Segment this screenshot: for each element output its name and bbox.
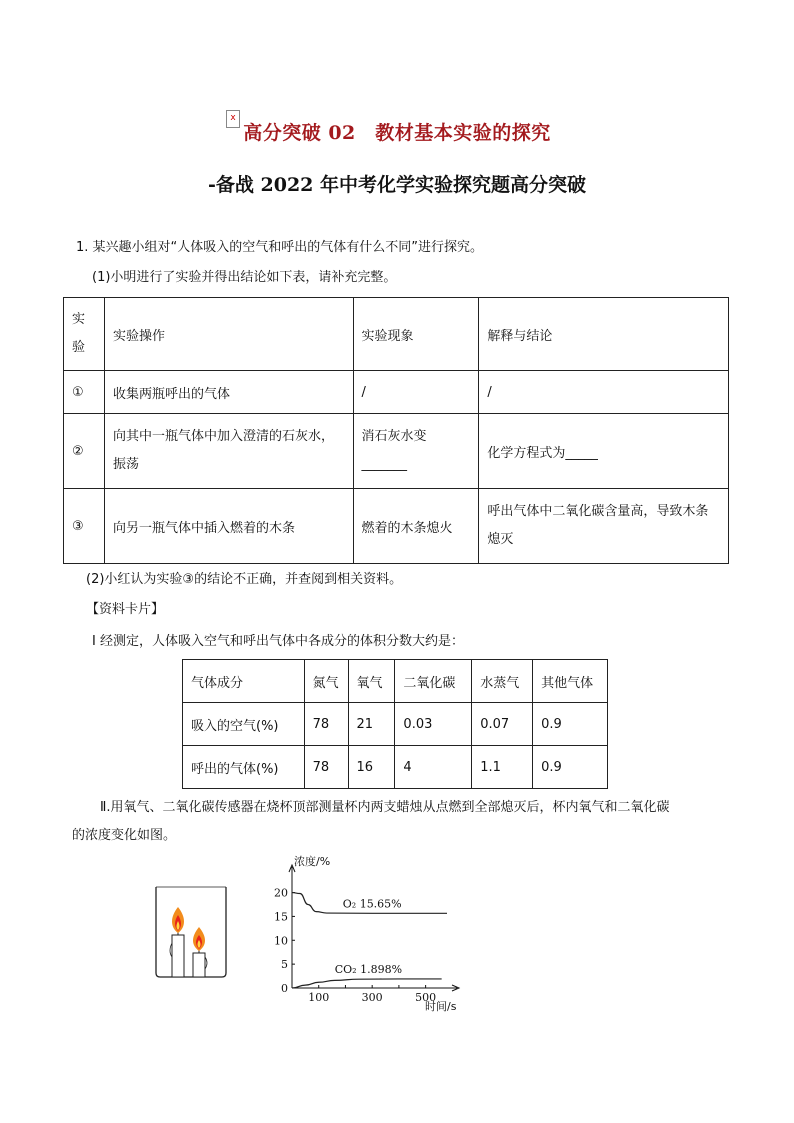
row-phen: 燃着的木条熄火 <box>353 489 479 564</box>
series-label-o2: O₂ 15.65% <box>342 897 402 911</box>
table-row <box>64 489 729 564</box>
table-cell: 0.9 <box>533 746 608 789</box>
header-cell: 氮气 <box>304 660 348 703</box>
row-no: ② <box>64 414 105 489</box>
header-text: 验 <box>72 340 86 355</box>
row-no: ① <box>64 371 105 414</box>
cell-text: 消石灰水变 <box>361 429 427 444</box>
table-cell: 0.9 <box>533 703 608 746</box>
gas-composition-table <box>182 659 608 789</box>
row-op <box>104 414 353 489</box>
row-phen: / <box>353 371 479 414</box>
y-axis-title: 浓度/% <box>294 855 331 868</box>
table-cell: 78 <box>304 746 348 789</box>
header-cell-op: 实验操作 <box>104 298 353 371</box>
candles-in-beaker-illustration <box>150 885 232 980</box>
x-tick-label: 500 <box>415 991 437 1004</box>
table-row <box>64 371 729 414</box>
header-cell-no <box>64 298 105 371</box>
row-op: 收集两瓶呼出的气体 <box>104 371 353 414</box>
question-part2: (2)小红认为实验③的结论不正确，并查阅到相关资料。 <box>86 572 403 587</box>
page-title: 高分突破 02 教材基本实验的探究 <box>243 122 551 144</box>
page-subtitle: -备战 2022 年中考化学实验探究题高分突破 <box>208 174 586 196</box>
table-header-row <box>183 660 608 703</box>
table-header-row <box>64 298 729 371</box>
header-text: 实 <box>72 312 86 327</box>
header-cell: 气体成分 <box>183 660 305 703</box>
row-op: 向另一瓶气体中插入燃着的木条 <box>104 489 353 564</box>
card-item-ii-line1: Ⅱ.用氧气、二氧化碳传感器在烧杯顶部测量杯内两支蜡烛从点燃到全部熄灭后，杯内氧气和二氧化碳 <box>100 800 670 815</box>
answer-blank: _______ <box>361 457 408 472</box>
header-cell: 氧气 <box>348 660 395 703</box>
series-label-co2: CO₂ 1.898% <box>334 962 403 976</box>
table-cell: 21 <box>348 703 395 746</box>
table-row <box>64 414 729 489</box>
card-item-ii-line2: 的浓度变化如图。 <box>72 828 177 843</box>
table-cell: 16 <box>348 746 395 789</box>
series-line-co2 <box>292 979 442 988</box>
y-tick-label: 15 <box>274 910 288 924</box>
table-row <box>183 746 608 789</box>
y-tick-label: 20 <box>274 886 288 900</box>
table-cell: 呼出的气体(%) <box>183 746 305 789</box>
experiment-table <box>63 297 729 564</box>
cell-text: 向其中一瓶气体中加入澄清的石灰水， <box>112 429 334 444</box>
concentration-chart <box>262 855 472 1015</box>
y-tick-label: 0 <box>281 982 288 995</box>
table-cell: 1.1 <box>472 746 533 789</box>
x-axis-title: 时间/s <box>425 1000 457 1013</box>
broken-image-icon: x <box>226 110 240 128</box>
header-cell-phen: 实验现象 <box>353 298 479 371</box>
cell-text: 呼出气体中二氧化碳含量高，导致木条 <box>487 504 709 519</box>
row-phen <box>353 414 479 489</box>
header-cell-concl: 解释与结论 <box>479 298 729 371</box>
cell-text: 熄灭 <box>487 532 514 547</box>
header-cell: 水蒸气 <box>472 660 533 703</box>
table-cell: 0.03 <box>395 703 472 746</box>
table-cell: 78 <box>304 703 348 746</box>
row-no: ③ <box>64 489 105 564</box>
table-cell: 吸入的空气(%) <box>183 703 305 746</box>
row-concl: / <box>479 371 729 414</box>
table-row <box>183 703 608 746</box>
row-concl <box>479 489 729 564</box>
table-cell: 0.07 <box>472 703 533 746</box>
x-tick-label: 300 <box>361 991 383 1004</box>
header-cell: 其他气体 <box>533 660 608 703</box>
y-tick-label: 10 <box>274 934 288 948</box>
question-stem: 1. 某兴趣小组对“人体吸入的空气和呼出的气体有什么不同”进行探究。 <box>76 240 484 255</box>
question-part1: (1)小明进行了实验并得出结论如下表，请补充完整。 <box>92 270 397 285</box>
card-title: 【资料卡片】 <box>86 602 165 617</box>
header-cell: 二氧化碳 <box>395 660 472 703</box>
x-tick-label: 100 <box>308 991 330 1004</box>
card-item-i: Ⅰ 经测定，人体吸入空气和呼出气体中各成分的体积分数大约是： <box>92 634 464 649</box>
row-concl: 化学方程式为_____ <box>479 414 729 489</box>
y-tick-label: 5 <box>281 958 288 972</box>
table-cell: 4 <box>395 746 472 789</box>
cell-text: 振荡 <box>112 457 139 472</box>
